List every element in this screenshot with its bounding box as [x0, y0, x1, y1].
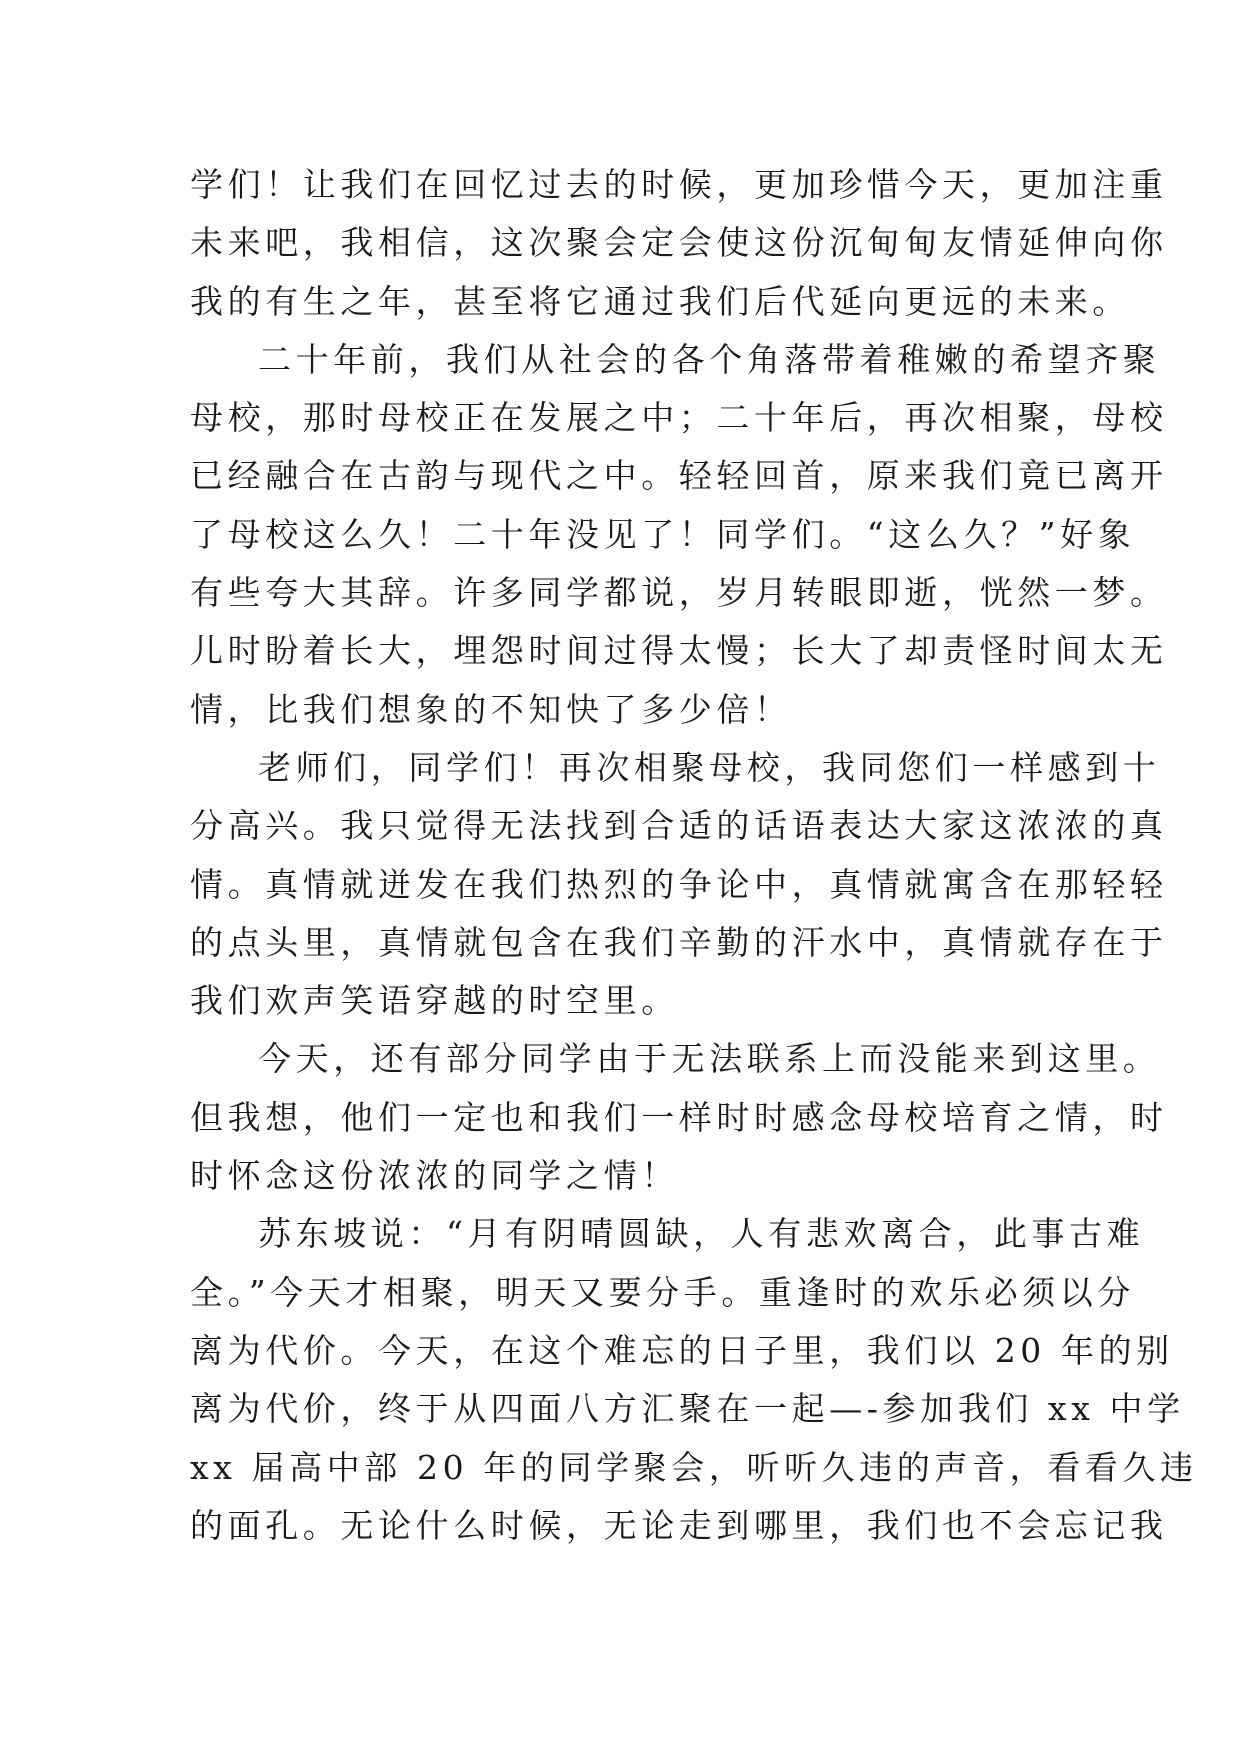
document-body [190, 156, 1198, 1555]
text-line: 母校，那时母校正在发展之中；二十年后，再次相聚，母校 [190, 398, 1168, 438]
paragraph-start-line: 二十年前，我们从社会的各个角落带着稚嫩的希望齐聚 [258, 339, 1161, 379]
text-line: 学们！让我们在回忆过去的时候，更加珍惜今天，更加注重 [190, 165, 1168, 204]
text-line: 离为代价，终于从四面八方汇聚在一起—-参加我们 xx 中学 [190, 1389, 1185, 1429]
text-line: 情，比我们想象的不知快了多少倍！ [190, 689, 792, 729]
text-line: 我的有生之年，甚至将它通过我们后代延向更远的未来。 [190, 281, 1130, 321]
text-line: 已经融合在古韵与现代之中。轻轻回首，原来我们竟已离开 [190, 456, 1168, 496]
paragraph-start-line: 老师们，同学们！再次相聚母校，我同您们一样感到十 [258, 747, 1161, 787]
text-line: 儿时盼着长大，埋怨时间过得太慢；长大了却责怪时间太无 [190, 631, 1168, 671]
text-line: 我们欢声笑语穿越的时空里。 [190, 981, 679, 1021]
text-line: 时怀念这份浓浓的同学之情！ [190, 1156, 679, 1196]
text-line: 未来吧，我相信，这次聚会定会使这份沉甸甸友情延伸向你 [190, 223, 1168, 263]
text-line: xx 届高中部 20 年的同学聚会，听听久违的声音，看看久违 [190, 1447, 1198, 1487]
text-line: 了母校这么久！二十年没见了！同学们。“这么久？”好象 [190, 514, 1136, 554]
text-line: 情。真情就迸发在我们热烈的争论中，真情就寓含在那轻轻 [190, 864, 1168, 904]
text-line: 的面孔。无论什么时候，无论走到哪里，我们也不会忘记我 [190, 1505, 1168, 1545]
paragraph-start-line: 今天，还有部分同学由于无法联系上而没能来到这里。 [258, 1039, 1161, 1079]
text-line: 分高兴。我只觉得无法找到合适的话语表达大家这浓浓的真 [190, 806, 1168, 846]
text-line: 全。”今天才相聚，明天又要分手。重逢时的欢乐必须以分 [190, 1272, 1135, 1312]
paragraph-start-line: 苏东坡说：“月有阴晴圆缺，人有悲欢离合，此事古难 [258, 1214, 1145, 1254]
text-line: 有些夸大其辞。许多同学都说，岁月转眼即逝，恍然一梦。 [190, 573, 1168, 613]
text-line: 离为代价。今天，在这个难忘的日子里，我们以 20 年的别 [190, 1330, 1174, 1370]
text-line: 但我想，他们一定也和我们一样时时感念母校培育之情，时 [190, 1097, 1168, 1137]
text-line: 的点头里，真情就包含在我们辛勤的汗水中，真情就存在于 [190, 922, 1168, 962]
